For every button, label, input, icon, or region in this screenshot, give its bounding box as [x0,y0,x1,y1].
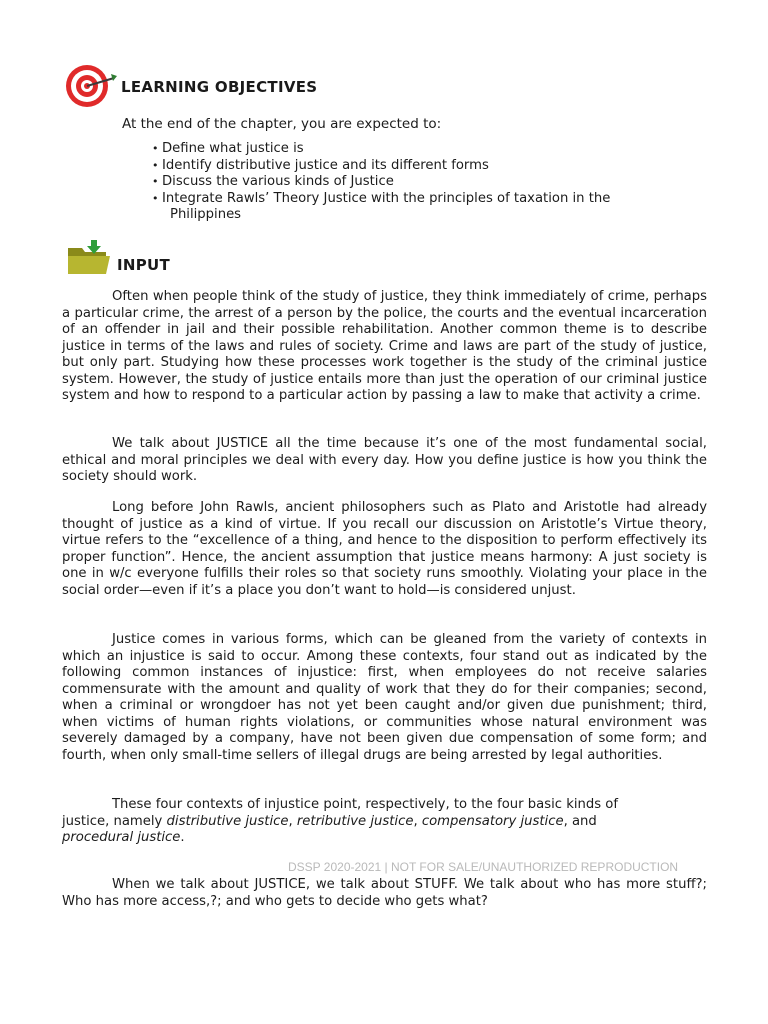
list-item: • Integrate Rawls’ Theory Justice with the principles of taxation in the Philippines [152,191,672,224]
paragraph: When we talk about JUSTICE, we talk about STUFF. We talk about who has more stuff?; Who has more access,?; and who gets to decide who gets what? [62,877,707,909]
folder-icon [66,238,114,278]
objectives-list [152,141,672,224]
paragraph: Justice comes in various forms, which can be gleaned from the variety of contexts in which an injustice is said to occur. Among these contexts, four stand out as indicated by the following common instances of injustice: first, when employees do not receive salaries commensurate with the amount and quality of work that they do for their companies; second, when a criminal or wrongdoer has not yet been caught and/or given due punishment; third, when victims of human rights violations, or communities whose natural environment was severely damaged by a company, have not been given due compensation of some form; and fourth, when only small-time sellers of illegal drugs are being arrested by legal authorities. [62,632,707,763]
paragraph: We talk about JUSTICE all the time because it’s one of the most fundamental social, ethical and moral principles we deal with every day. How you define justice is how you think the society should work. [62,436,707,484]
target-icon [64,62,118,110]
watermark: DSSP 2020-2021 | NOT FOR SALE/UNAUTHORIZED REPRODUCTION [288,860,679,874]
list-item: • Define what justice is [152,141,672,158]
intro-text: At the end of the chapter, you are expected to: [122,116,442,132]
list-item: • Discuss the various kinds of Justice [152,174,672,191]
paragraph-contexts: These four contexts of injustice point, respectively, to the four basic kinds of justice, namely distributive justice, retributive justice, compensatory justice, and procedural justice. [62,797,619,845]
paragraph: Often when people think of the study of justice, they think immediately of crime, perhaps a particular crime, the arrest of a person by the police, the courts and the eventual incarceration of an offender in jail and their possible rehabilitation. Another common theme is to describe justice in terms of the laws and rules of society. Crime and laws are part of the study of justice, but only part. Studying how these processes work together is the study of the criminal justice system. However, the study of justice entails more than just the operation of our criminal justice system and how to respond to a particular action by passing a law to make that activity a crime. [62,289,707,403]
paragraph: Long before John Rawls, ancient philosophers such as Plato and Aristotle had already thought of justice as a kind of virtue. If you recall our discussion on Aristotle’s Virtue theory, virtue refers to the “excellence of a thing, and hence to the disposition to perform effectively its proper function”. Hence, the ancient assumption that justice means harmony: A just society is one in w/c everyone fulfills their roles so that society runs smoothly. Violating your place in the social order—even if it’s a place you don’t want to hold—is considered unjust. [62,500,707,598]
objectives-heading: LEARNING OBJECTIVES [121,78,318,96]
list-item: • Identify distributive justice and its different forms [152,158,672,175]
input-heading: INPUT [117,256,171,274]
